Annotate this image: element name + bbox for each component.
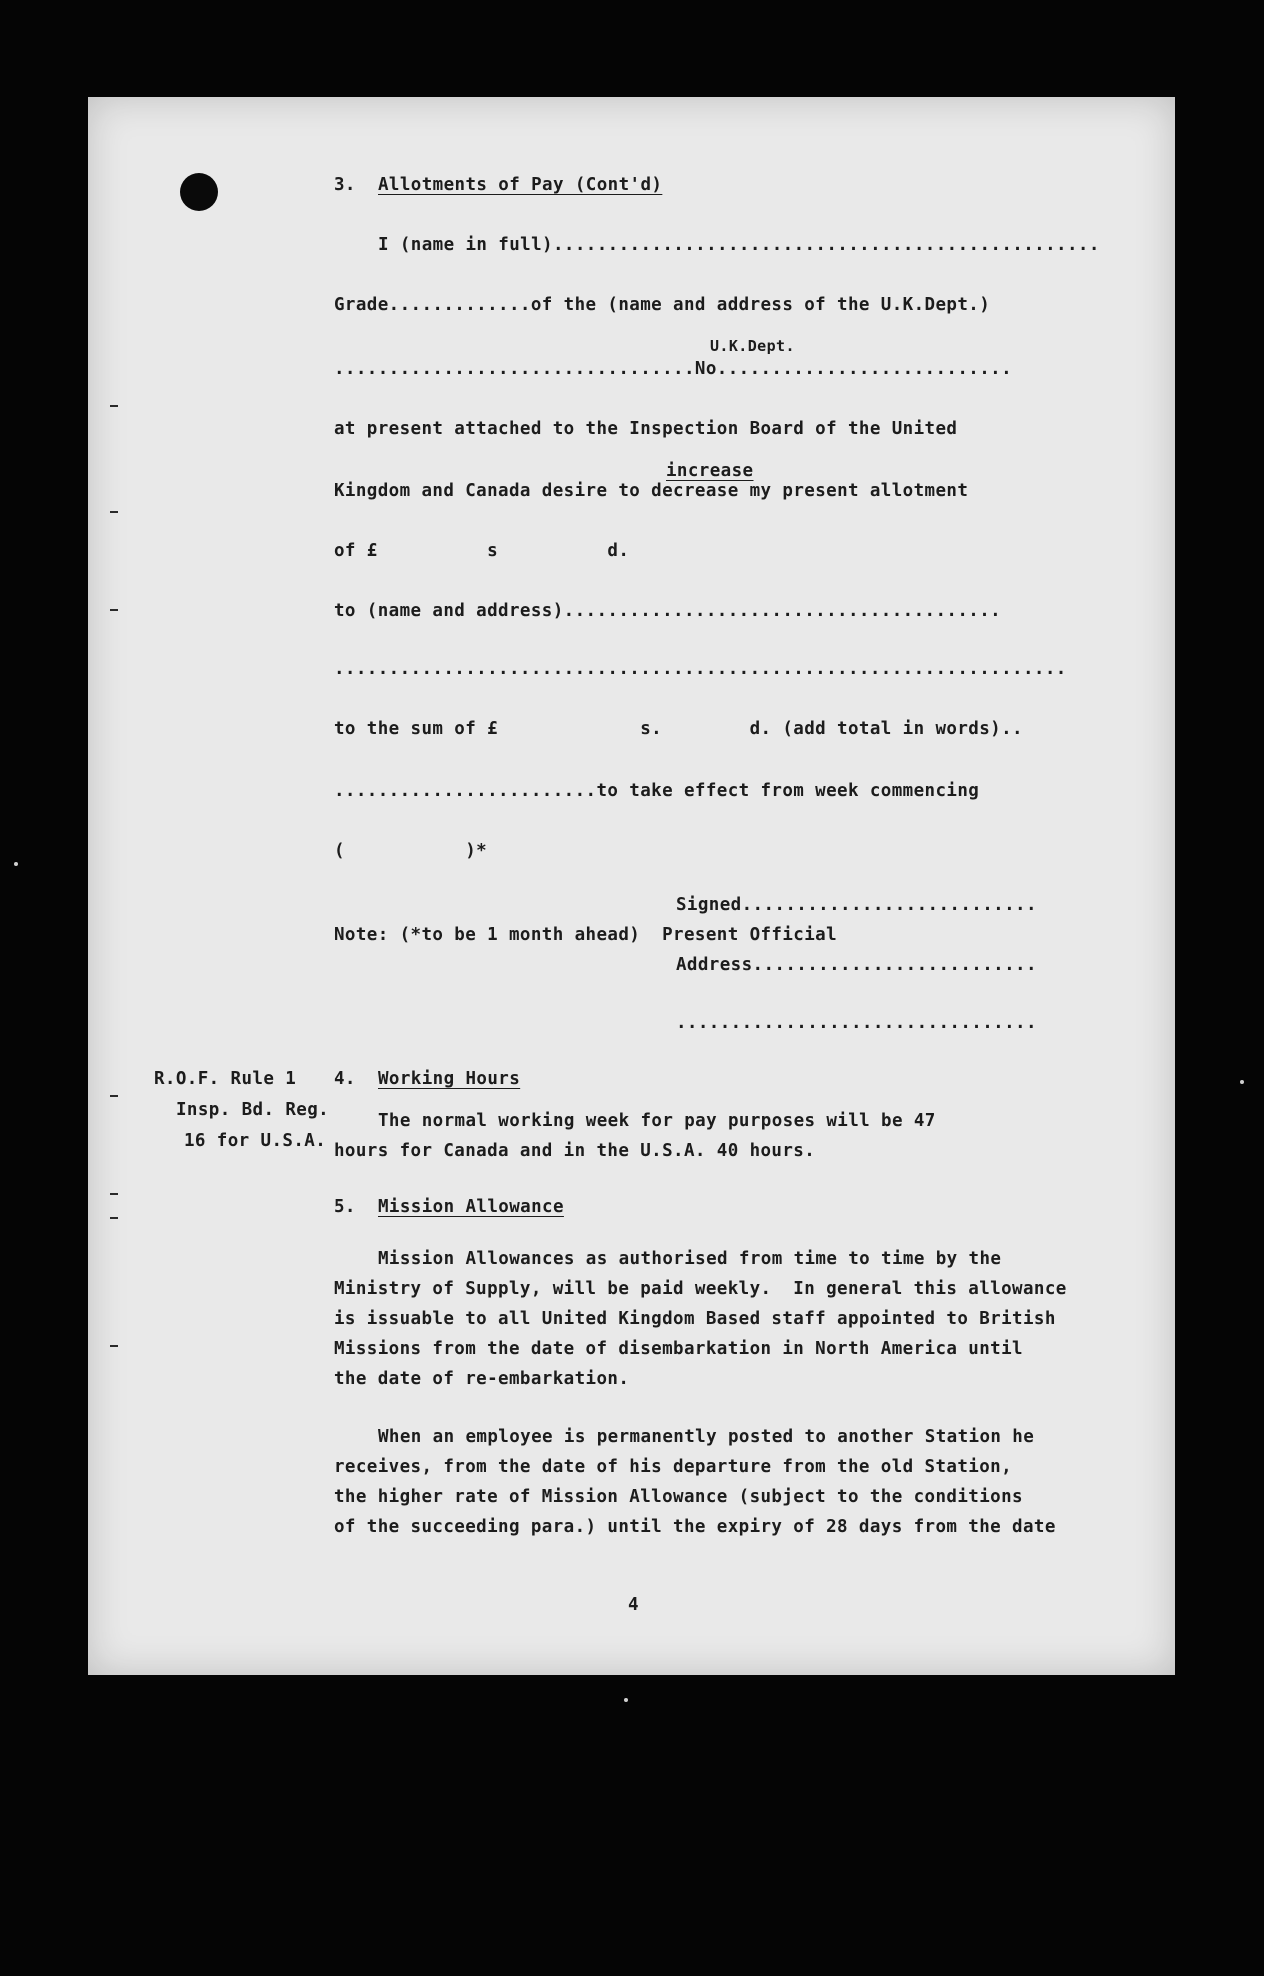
section-3-title: Allotments of Pay (Cont'd) <box>378 175 663 195</box>
section-5-p2-line-4: of the succeeding para.) until the expiry of 28 days from the date <box>334 1517 1056 1537</box>
kingdom-line-start: Kingdom and Canada desire to <box>334 481 652 501</box>
section-5-p1-line-3: is issuable to all United Kingdom Based staff appointed to British <box>334 1309 1056 1329</box>
margin-mark <box>110 1345 118 1347</box>
section-5-p2-line-1: When an employee is permanently posted to another Station he <box>378 1427 1035 1447</box>
document-page <box>88 97 1175 1675</box>
scan-speck <box>624 1698 628 1702</box>
recipient-line: to (name and address)........................................ <box>334 601 1002 621</box>
margin-ref-line-3: 16 for U.S.A. <box>184 1131 327 1151</box>
margin-mark <box>110 511 118 513</box>
grade-field-line: Grade.............of the (name and address of the U.K.Dept.) <box>334 295 991 315</box>
section-5-p1-line-2: Ministry of Supply, will be paid weekly. In general this allowance <box>334 1279 1067 1299</box>
section-5-number: 5. <box>334 1197 356 1217</box>
margin-ref-line-2: Insp. Bd. Reg. <box>176 1100 330 1120</box>
increase-word: increase <box>666 461 754 481</box>
attached-line: at present attached to the Inspection Board of the United <box>334 419 958 439</box>
dept-label: U.K.Dept. <box>710 337 795 355</box>
address-line: Address.......................... <box>676 955 1037 975</box>
section-5-p1-line-5: the date of re-embarkation. <box>334 1369 630 1389</box>
section-4-number: 4. <box>334 1069 356 1089</box>
section-5-p2-line-3: the higher rate of Mission Allowance (subject to the conditions <box>334 1487 1023 1507</box>
scan-speck <box>1240 1080 1244 1084</box>
section-4-title: Working Hours <box>378 1069 521 1089</box>
note-line: Note: (*to be 1 month ahead) Present Official <box>334 925 838 945</box>
name-field-line: I (name in full).................................................. <box>378 235 1100 255</box>
address-dots-line: ................................. <box>676 1013 1037 1033</box>
amount-line: of £ s d. <box>334 541 630 561</box>
kingdom-line-end: my present allotment <box>738 481 969 501</box>
margin-mark <box>110 1193 118 1195</box>
dept-field-line: .................................No........................... <box>334 359 1013 379</box>
section-5-p1-line-1: Mission Allowances as authorised from time to time by the <box>378 1249 1002 1269</box>
page-number: 4 <box>628 1595 639 1615</box>
section-3-number: 3. <box>334 175 356 195</box>
date-bracket-line: ( )* <box>334 841 488 861</box>
sum-line: to the sum of £ s. d. (add total in words).. <box>334 719 1023 739</box>
margin-mark <box>110 1095 118 1097</box>
kingdom-line <box>334 481 968 501</box>
scan-speck <box>14 862 18 866</box>
decrease-word: decrease <box>651 481 739 501</box>
signed-line: Signed........................... <box>676 895 1037 915</box>
margin-ref-line-1: R.O.F. Rule 1 <box>154 1069 297 1089</box>
section-4-line-1: The normal working week for pay purposes will be 47 <box>378 1111 936 1131</box>
margin-mark <box>110 1217 118 1219</box>
effect-line: ........................to take effect from week commencing <box>334 781 980 801</box>
section-4-line-2: hours for Canada and in the U.S.A. 40 hours. <box>334 1141 816 1161</box>
recipient-dots-line: ................................................................... <box>334 659 1067 679</box>
section-5-p1-line-4: Missions from the date of disembarkation in North America until <box>334 1339 1023 1359</box>
section-5-p2-line-2: receives, from the date of his departure from the old Station, <box>334 1457 1013 1477</box>
margin-mark <box>110 609 118 611</box>
margin-mark <box>110 405 118 407</box>
section-5-title: Mission Allowance <box>378 1197 564 1217</box>
punch-hole <box>180 173 218 211</box>
